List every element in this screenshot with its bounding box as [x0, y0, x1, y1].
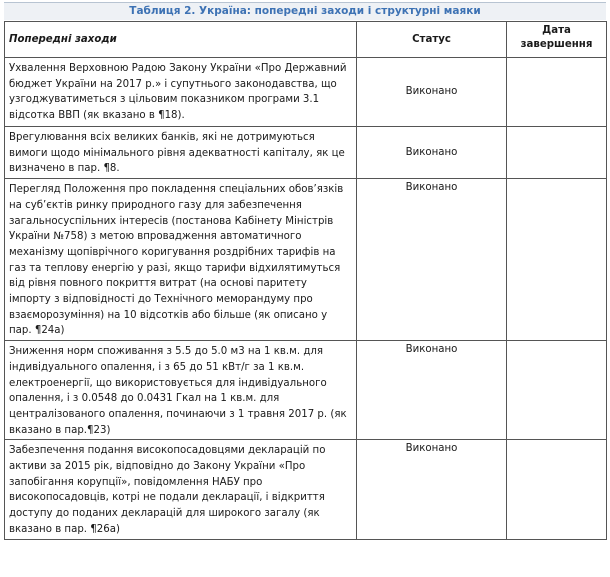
header-measures: Попередні заходи [5, 22, 357, 58]
header-completion-date: Дата завершення [507, 22, 607, 58]
table-row [5, 58, 607, 127]
status-cell [357, 341, 507, 440]
date-cell [507, 58, 607, 127]
status-text: Виконано [405, 146, 458, 158]
table-header-row [5, 22, 607, 58]
table-row [5, 341, 607, 440]
status-text: Виконано [405, 344, 458, 356]
status-cell [357, 179, 507, 341]
table-row [5, 440, 607, 539]
measure-cell: Ухвалення Верховною Радою Закону України «Про Державний бюджет України на 2017 р.» і супутнього законодавства, що узгоджуватиметься з цільовим показником програми 3.1 відсотка ВВП (як вказано в ¶18). [5, 58, 357, 127]
status-text: Виконано [405, 182, 458, 194]
date-cell [507, 440, 607, 539]
header-status: Статус [357, 22, 507, 58]
status-text: Виконано [405, 443, 458, 455]
status-cell [357, 58, 507, 127]
measure-cell: Зниження норм споживання з 5.5 до 5.0 м3 на 1 кв.м. для індивідуального опалення, і з 65 до 51 кВт/г за 1 кв.м. електроенергії, що використовується для індивідуального опалення, і з 0.0548 до 0.0431 Гкал на 1 кв.м. для централізованого опалення, починаючи з 1 травня 2017 р. (як вказано в пар.¶23) [5, 341, 357, 440]
measure-cell: Забезпечення подання високопосадовцями декларацій по активи за 2015 рік, відповідно до Закону України «Про запобігання корупції», повідомлення НАБУ про високопосадовців, котрі не подали декларації, і відкриття доступу до поданих декларацій для широкого загалу (як вказано в пар. ¶26а) [5, 440, 357, 539]
measure-cell: Перегляд Положення про покладення спеціальних обов’язків на суб’єктів ринку природного газу для забезпечення загальносуспільних інтересів (постанова Кабінету Міністрів України №758) з метою впровадження автоматичного механізму щопіврічного коригування роздрібних тарифів на газ та теплову енергію у разі, якщо тарифи відхилятимуться від рівня повного покриття витрат (на основі паритету імпорту з відповідності до Технічного меморандуму про взаєморозуміння) на 10 відсотків або більше (як описано у пар. ¶24а) [5, 179, 357, 341]
measures-table [4, 21, 607, 540]
status-text: Виконано [405, 86, 458, 98]
status-cell [357, 127, 507, 179]
table-row [5, 127, 607, 179]
table-title: Таблиця 2. Україна: попередні заходи і структурні маяки [4, 2, 606, 20]
date-cell [507, 127, 607, 179]
table-row [5, 179, 607, 341]
measure-cell: Врегулювання всіх великих банків, які не дотримуються вимоги щодо мінімального рівня адекватності капіталу, як це визначено в пар. ¶8. [5, 127, 357, 179]
date-cell [507, 341, 607, 440]
status-cell [357, 440, 507, 539]
date-cell [507, 179, 607, 341]
